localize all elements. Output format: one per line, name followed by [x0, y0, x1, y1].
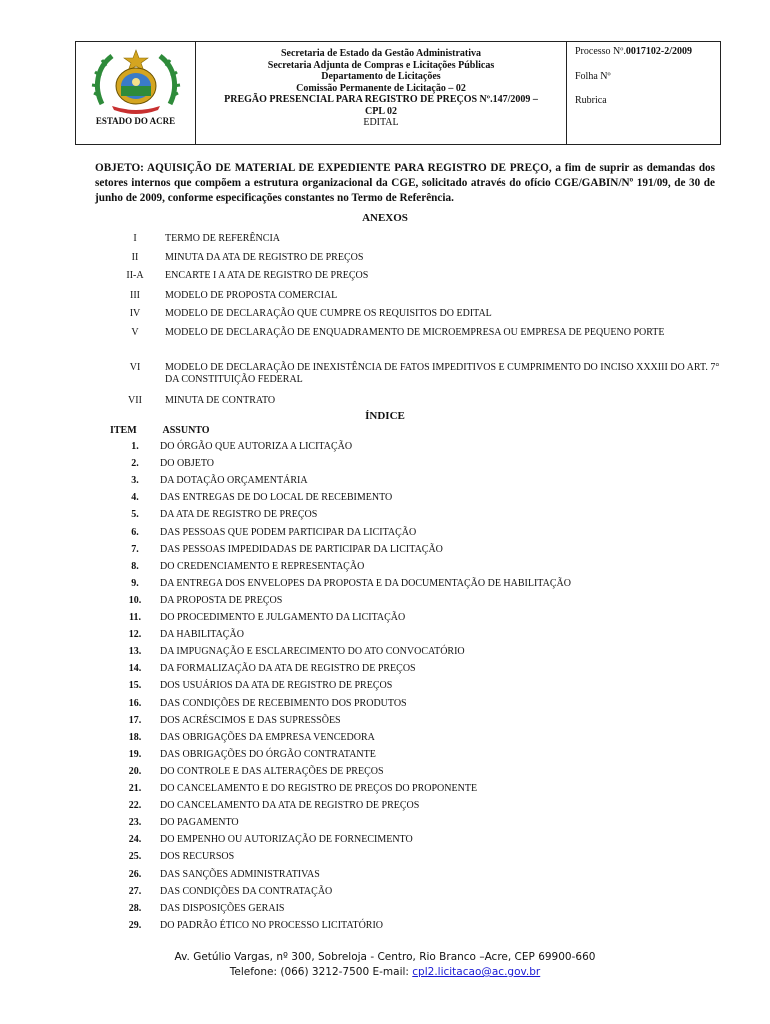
indice-item-text: DO CANCELAMENTO E DO REGISTRO DE PREÇOS DO PROPONENTE — [160, 783, 478, 794]
indice-item-num: 13. — [128, 646, 142, 658]
indice-item-num: 22. — [128, 800, 142, 812]
indice-item-text: DOS RECURSOS — [160, 851, 235, 863]
indice-item-num: 18. — [128, 731, 142, 743]
indice-col-assunto: ASSUNTO — [162, 425, 210, 436]
indice-item-text: DA ENTREGA DOS ENVELOPES DA PROPOSTA E DA DOCUMENTAÇÃO DE HABILITAÇÃO — [160, 577, 571, 589]
indice-item-num: 3. — [131, 475, 139, 487]
indice-item-text: DO ÓRGÃO QUE AUTORIZA A LICITAÇÃO — [160, 441, 353, 452]
indice-item — [110, 766, 710, 777]
indice-item-num: 27. — [128, 885, 142, 897]
indice-item-num: 23. — [128, 817, 142, 829]
indice-item-num: 26. — [128, 868, 142, 880]
footer-address: Av. Getúlio Vargas, nº 300, Sobreloja - Centro, Rio Branco –Acre, CEP 69900-660 — [174, 951, 596, 963]
processo-label: Processo Nº. — [575, 46, 626, 57]
indice-col-item: ITEM — [110, 425, 137, 436]
indice-item-num: 29. — [128, 919, 142, 931]
indice-item-text: DOS ACRÉSCIMOS E DAS SUPRESSÕES — [160, 714, 341, 726]
folha-label: Folha Nº — [575, 71, 611, 82]
indice-item — [110, 578, 710, 589]
indice-item-num: 2. — [131, 458, 139, 470]
indice-item — [110, 629, 710, 640]
indice-item — [110, 715, 710, 726]
indice-item-num: 12. — [128, 629, 142, 641]
anexo-item — [105, 290, 725, 302]
anexo-item — [105, 327, 725, 339]
indice-item-text: DAS CONDIÇÕES DA CONTRATAÇÃO — [160, 885, 333, 897]
indice-item — [110, 817, 710, 828]
anexo-text: MODELO DE PROPOSTA COMERCIAL — [165, 290, 338, 301]
header-process-cell — [567, 42, 720, 144]
indice-item-num: 17. — [128, 714, 142, 726]
indice-item-num: 24. — [128, 834, 142, 846]
indice-item-num: 15. — [128, 680, 142, 692]
indice-item-text: DAS PESSOAS QUE PODEM PARTICIPAR DA LICITAÇÃO — [160, 526, 417, 538]
rubrica-label: Rubrica — [575, 95, 607, 106]
indice-item-text: DAS SANÇÕES ADMINISTRATIVAS — [160, 868, 320, 880]
anexo-text: ENCARTE I A ATA DE REGISTRO DE PREÇOS — [165, 270, 369, 281]
indice-item-num: 28. — [128, 902, 142, 914]
indice-item-text: DAS OBRIGAÇÕES DO ÓRGÃO CONTRATANTE — [160, 748, 376, 760]
indice-item — [110, 595, 710, 606]
indice-item — [110, 458, 710, 469]
indice-item-num: 6. — [131, 526, 139, 538]
indice-item-num: 14. — [128, 663, 142, 675]
anexo-item — [105, 270, 725, 282]
anexos-title: ANEXOS — [362, 212, 408, 224]
indice-item — [110, 680, 710, 691]
anexo-item — [105, 308, 725, 320]
anexo-text: MINUTA DA ATA DE REGISTRO DE PREÇOS — [165, 252, 364, 263]
indice-item — [110, 851, 710, 862]
anexo-text: MODELO DE DECLARAÇÃO QUE CUMPRE OS REQUISITOS DO EDITAL — [165, 308, 492, 319]
header-logo-cell — [76, 42, 196, 144]
anexo-item — [105, 362, 725, 386]
indice-item — [110, 783, 710, 794]
anexo-item — [105, 252, 725, 264]
indice-item-num: 21. — [128, 783, 142, 794]
indice-item-num: 9. — [131, 577, 139, 589]
anexo-text: MINUTA DE CONTRATO — [165, 395, 276, 406]
indice-item — [110, 903, 710, 914]
header-line-comissao: Comissão Permanente de Licitação – 02 — [296, 82, 466, 94]
header-line-secretaria: Secretaria de Estado da Gestão Administrativa — [280, 48, 482, 59]
indice-header — [110, 425, 210, 436]
indice-item-text: DO OBJETO — [160, 458, 214, 470]
anexo-num: VII — [128, 395, 142, 406]
footer-phone: Telefone: (066) 3212-7500 E-mail: — [229, 966, 413, 978]
indice-item-num: 7. — [131, 543, 139, 555]
indice-item-text: DO CREDENCIAMENTO E REPRESENTAÇÃO — [160, 560, 365, 572]
indice-item — [110, 544, 710, 555]
indice-item-text: DA FORMALIZAÇÃO DA ATA DE REGISTRO DE PREÇOS — [160, 663, 416, 675]
anexo-num: II — [131, 252, 139, 263]
header-line-departamento: Departamento de Licitações — [321, 71, 441, 82]
anexo-num: IV — [129, 308, 141, 319]
header-line-pregao: PREGÃO PRESENCIAL PARA REGISTRO DE PREÇOS Nº.147/2009 – — [224, 94, 538, 105]
indice-item-num: 25. — [128, 851, 142, 863]
indice-item-num: 10. — [128, 594, 142, 606]
indice-item — [110, 509, 710, 520]
processo-number: 0017102-2/2009 — [625, 46, 692, 57]
indice-item — [110, 492, 710, 503]
indice-item — [110, 886, 710, 897]
indice-item — [110, 800, 710, 811]
indice-item — [110, 561, 710, 572]
footer-contact — [0, 965, 770, 980]
indice-item-num: 8. — [131, 560, 139, 572]
indice-item-text: DO EMPENHO OU AUTORIZAÇÃO DE FORNECIMENTO — [160, 834, 413, 846]
indice-item-text: DA DOTAÇÃO ORÇAMENTÁRIA — [160, 475, 308, 487]
indice-item-text: DO PAGAMENTO — [160, 817, 239, 829]
objeto-paragraph: OBJETO: AQUISIÇÃO DE MATERIAL DE EXPEDIENTE PARA REGISTRO DE PREÇO, a fim de suprir as demandas dos setores internos que compõem a estrutura organizacional da CGE, solicitado através do ofício CGE/GABIN/Nº 191/09, de 30 de junho de 2009, conforme especificações constantes no Termo de Referência. — [95, 162, 715, 204]
indice-item-text: DAS PESSOAS IMPEDIDADAS DE PARTICIPAR DA LICITAÇÃO — [160, 543, 443, 555]
indice-item-text: DO CANCELAMENTO DA ATA DE REGISTRO DE PREÇOS — [160, 800, 420, 812]
anexo-text: MODELO DE DECLARAÇÃO DE ENQUADRAMENTO DE MICROEMPRESA OU EMPRESA DE PEQUENO PORTE — [165, 327, 665, 338]
anexo-num: III — [130, 290, 140, 301]
indice-item-text: DA PROPOSTA DE PREÇOS — [160, 594, 283, 606]
indice-item — [110, 749, 710, 760]
indice-item — [110, 920, 710, 931]
indice-title: ÍNDICE — [365, 410, 405, 422]
indice-item-text: DOS USUÁRIOS DA ATA DE REGISTRO DE PREÇOS — [160, 680, 393, 692]
indice-item-text: DO PADRÃO ÉTICO NO PROCESSO LICITATÓRIO — [160, 919, 384, 931]
indice-item — [110, 441, 710, 452]
indice-item — [110, 698, 710, 709]
anexo-num: II-A — [126, 270, 144, 281]
indice-item-text: DA IMPUGNAÇÃO E ESCLARECIMENTO DO ATO CONVOCATÓRIO — [160, 646, 465, 658]
indice-item-text: DA ATA DE REGISTRO DE PREÇOS — [160, 509, 318, 521]
indice-item-num: 4. — [131, 492, 139, 504]
state-name: ESTADO DO ACRE — [95, 116, 176, 126]
document-header — [75, 41, 721, 145]
anexo-num: V — [131, 327, 139, 338]
anexo-num: VI — [129, 362, 141, 373]
anexo-text: MODELO DE DECLARAÇÃO DE INEXISTÊNCIA DE FATOS IMPEDITIVOS E CUMPRIMENTO DO INCISO XXXIII DO ART. 7° DA CONSTITUIÇÃO FEDERAL — [165, 362, 720, 385]
header-line-edital: EDITAL — [363, 117, 399, 128]
header-title-cell — [196, 42, 567, 144]
anexo-text: TERMO DE REFERÊNCIA — [165, 233, 280, 244]
page-footer — [0, 950, 770, 980]
indice-item-num: 16. — [128, 697, 142, 709]
indice-item-text: DAS ENTREGAS DE DO LOCAL DE RECEBIMENTO — [160, 492, 393, 504]
anexo-item — [105, 233, 725, 245]
indice-item-text: DO CONTROLE E DAS ALTERAÇÕES DE PREÇOS — [160, 765, 384, 777]
footer-email-link[interactable]: cpl2.licitacao@ac.gov.br — [412, 966, 541, 978]
anexo-num: I — [133, 233, 137, 244]
indice-item — [110, 527, 710, 538]
indice-item — [110, 663, 710, 674]
header-line-cpl: CPL 02 — [365, 105, 397, 117]
indice-item-num: 20. — [128, 765, 142, 777]
indice-item-text: DAS CONDIÇÕES DE RECEBIMENTO DOS PRODUTOS — [160, 697, 407, 709]
indice-item-text: DAS OBRIGAÇÕES DA EMPRESA VENCEDORA — [160, 731, 375, 743]
indice-item — [110, 869, 710, 880]
indice-item — [110, 732, 710, 743]
indice-item-num: 19. — [128, 748, 142, 760]
anexo-item — [105, 395, 725, 407]
indice-item-text: DA HABILITAÇÃO — [160, 629, 244, 641]
indice-item — [110, 834, 710, 845]
indice-item-num: 1. — [131, 441, 139, 452]
indice-item-num: 11. — [129, 612, 141, 623]
indice-item-text: DAS DISPOSIÇÕES GERAIS — [160, 902, 285, 914]
header-line-secretaria-adjunta: Secretaria Adjunta de Compras e Licitações Públicas — [267, 59, 495, 71]
state-crest-icon — [90, 48, 182, 114]
processo-field — [575, 46, 720, 57]
indice-item — [110, 646, 710, 657]
indice-item — [110, 612, 710, 623]
indice-item — [110, 475, 710, 486]
indice-item-num: 5. — [131, 509, 139, 521]
indice-item-text: DO PROCEDIMENTO E JULGAMENTO DA LICITAÇÃO — [160, 612, 406, 623]
